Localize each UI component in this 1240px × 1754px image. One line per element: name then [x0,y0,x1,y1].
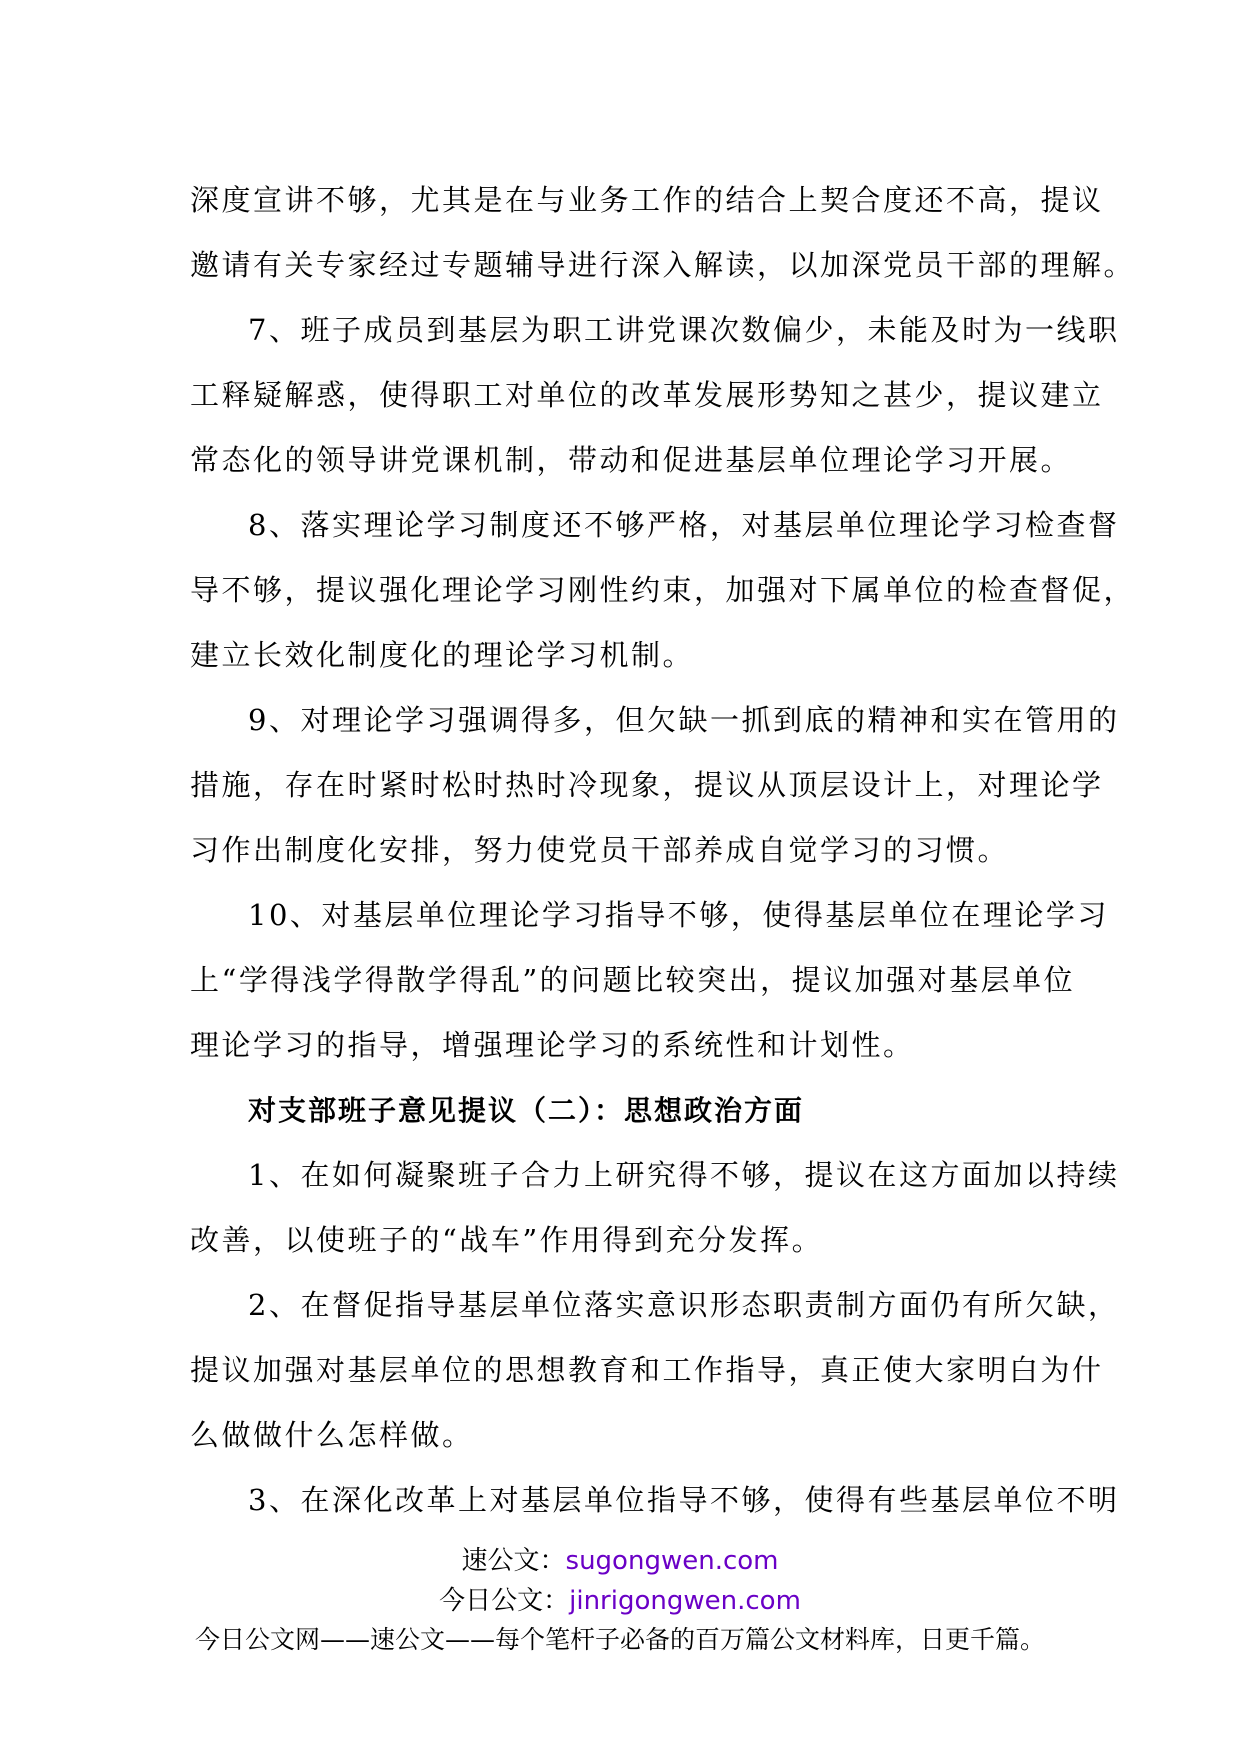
text-line: 常态化的领导讲党课机制，带动和促进基层单位理论学习开展。 [190,443,1073,477]
text-line: 2、在督促指导基层单位落实意识形态职责制方面仍有所欠缺， [248,1288,1120,1322]
section-heading: 对支部班子意见提议（二）：思想政治方面 [248,1094,805,1127]
footer-label-sugongwen: 速公文： [461,1546,566,1576]
text-line: 提议加强对基层单位的思想教育和工作指导，真正使大家明白为什 [190,1353,1104,1387]
footer-line-2 [0,1580,1240,1617]
footer-slogan: 今日公文网——速公文——每个笔杆子必备的百万篇公文材料库，日更千篇。 [194,1625,1045,1654]
text-line: 9、对理论学习强调得多，但欠缺一抓到底的精神和实在管用的 [248,703,1120,737]
footer-link-jinrigongwen[interactable]: jinrigongwen.com [569,1586,801,1616]
document-body [190,168,1136,1533]
text-line: 邀请有关专家经过专题辅导进行深入解读，以加深党员干部的理解。 [190,248,1136,282]
text-line: 改善，以使班子的“战车”作用得到充分发挥。 [190,1223,824,1257]
text-line: 导不够，提议强化理论学习刚性约束，加强对下属单位的检查督促， [190,573,1136,607]
text-line: 10、对基层单位理论学习指导不够，使得基层单位在理论学习 [248,898,1109,932]
text-line: 1、在如何凝聚班子合力上研究得不够，提议在这方面加以持续 [248,1158,1120,1192]
text-line: 么做做什么怎样做。 [190,1418,474,1452]
footer-link-sugongwen[interactable]: sugongwen.com [565,1546,779,1576]
text-line: 3、在深化改革上对基层单位指导不够，使得有些基层单位不明 [248,1483,1120,1517]
text-line: 工释疑解惑，使得职工对单位的改革发展形势知之甚少，提议建立 [190,378,1104,412]
text-line: 深度宣讲不够，尤其是在与业务工作的结合上契合度还不高，提议 [190,183,1104,217]
text-line: 建立长效化制度化的理论学习机制。 [190,638,695,672]
text-line: 理论学习的指导，增强理论学习的系统性和计划性。 [190,1028,915,1062]
footer-label-jinrigongwen: 今日公文： [439,1586,570,1616]
text-line: 习作出制度化安排，努力使党员干部养成自觉学习的习惯。 [190,833,1010,867]
text-line: 7、班子成员到基层为职工讲党课次数偏少，未能及时为一线职 [248,313,1120,347]
text-line: 措施，存在时紧时松时热时冷现象，提议从顶层设计上，对理论学 [190,768,1104,802]
text-line: 上“学得浅学得散学得乱”的问题比较突出，提议加强对基层单位 [190,963,1076,997]
text-line: 8、落实理论学习制度还不够严格，对基层单位理论学习检查督 [248,508,1120,542]
footer-line-1 [0,1540,1240,1577]
